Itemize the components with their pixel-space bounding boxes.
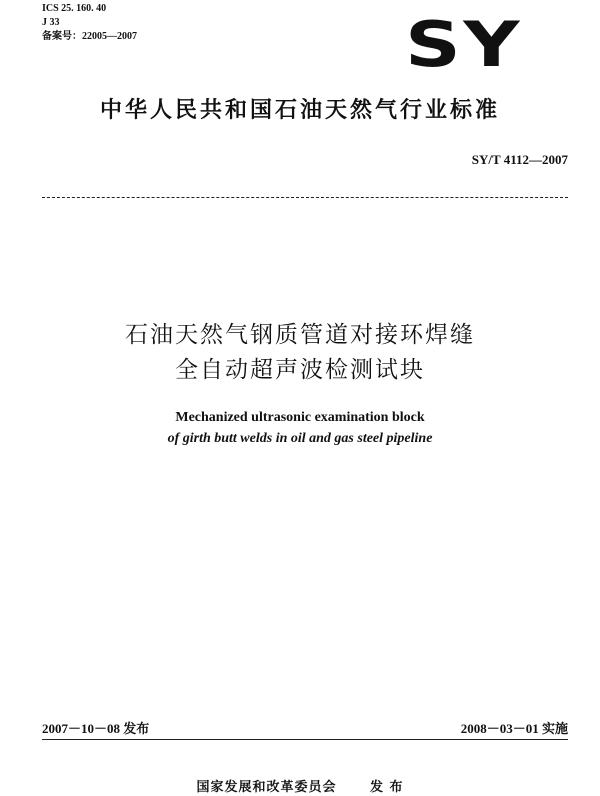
issuer-action: 发 布 <box>370 780 404 795</box>
implement-date: 2008－03－01 实施 <box>460 721 568 736</box>
title-en-line2: of girth butt welds in oil and gas steel pipeline <box>167 431 433 446</box>
title-zh-line1: 石油天然气钢质管道对接环焊缝 <box>125 322 475 348</box>
filing-number: 备案号：22005—2007 <box>42 31 137 42</box>
title-zh-line2: 全自动超声波检测试块 <box>175 357 425 383</box>
footer-divider <box>42 739 568 740</box>
sy-logo: SY <box>405 8 522 81</box>
issuer-org: 国家发展和改革委员会 <box>196 780 337 795</box>
ics-code: ICS 25. 160. 40 <box>42 3 107 14</box>
ccs-code: J 33 <box>42 17 60 28</box>
standard-category-title: 中华人民共和国石油天然气行业标准 <box>99 98 500 123</box>
issuer-line <box>0 776 600 795</box>
standard-code: SY/T 4112—2007 <box>471 152 568 167</box>
title-en-line1: Mechanized ultrasonic examination block <box>175 410 425 425</box>
issue-date: 2007－10－08 发布 <box>42 721 150 736</box>
header-divider <box>42 197 568 198</box>
